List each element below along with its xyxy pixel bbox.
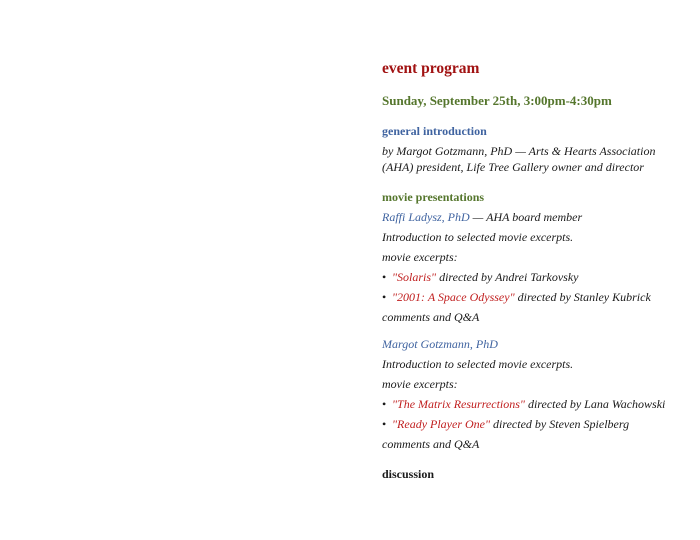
- movie-item: [382, 290, 651, 305]
- discussion-heading: discussion: [382, 467, 435, 481]
- presenter-1-line: [382, 210, 582, 225]
- movie-item: [382, 397, 665, 412]
- bullet-icon: •: [382, 290, 387, 304]
- general-introduction-line-2: (AHA) president, Life Tree Gallery owner and director: [382, 160, 644, 174]
- presenter-1-role: — AHA board member: [469, 210, 583, 224]
- movie-title: "Solaris": [392, 270, 437, 284]
- presenter-1-closing: comments and Q&A: [382, 310, 480, 324]
- program-title: event program: [382, 60, 480, 77]
- movie-item: [382, 417, 629, 432]
- bullet-icon: •: [382, 397, 387, 411]
- movie-title: "2001: A Space Odyssey": [392, 290, 515, 304]
- general-introduction-heading: general introduction: [382, 124, 487, 138]
- movie-director: directed by Andrei Tarkovsky: [436, 270, 579, 284]
- movie-director: directed by Lana Wachowski: [524, 397, 666, 411]
- presenter-2-intro: Introduction to selected movie excerpts.: [382, 357, 574, 371]
- presenter-2-name: Margot Gotzmann, PhD: [382, 337, 498, 351]
- presenter-2-excerpts-label: movie excerpts:: [382, 377, 458, 391]
- presenter-1-excerpts-label: movie excerpts:: [382, 250, 458, 264]
- general-introduction-line-1: by Margot Gotzmann, PhD — Arts & Hearts Association: [382, 144, 656, 158]
- movie-presentations-heading: movie presentations: [382, 190, 485, 204]
- movie-title: "The Matrix Resurrections": [392, 397, 525, 411]
- event-date: Sunday, September 25th, 3:00pm-4:30pm: [382, 93, 612, 108]
- movie-item: [382, 270, 579, 285]
- presenter-1-intro: Introduction to selected movie excerpts.: [382, 230, 574, 244]
- movie-director: directed by Steven Spielberg: [490, 417, 630, 431]
- bullet-icon: •: [382, 417, 387, 431]
- bullet-icon: •: [382, 270, 387, 284]
- presenter-2-closing: comments and Q&A: [382, 437, 480, 451]
- movie-title: "Ready Player One": [392, 417, 491, 431]
- presenter-1-name: Raffi Ladysz, PhD: [382, 210, 470, 224]
- movie-director: directed by Stanley Kubrick: [514, 290, 651, 304]
